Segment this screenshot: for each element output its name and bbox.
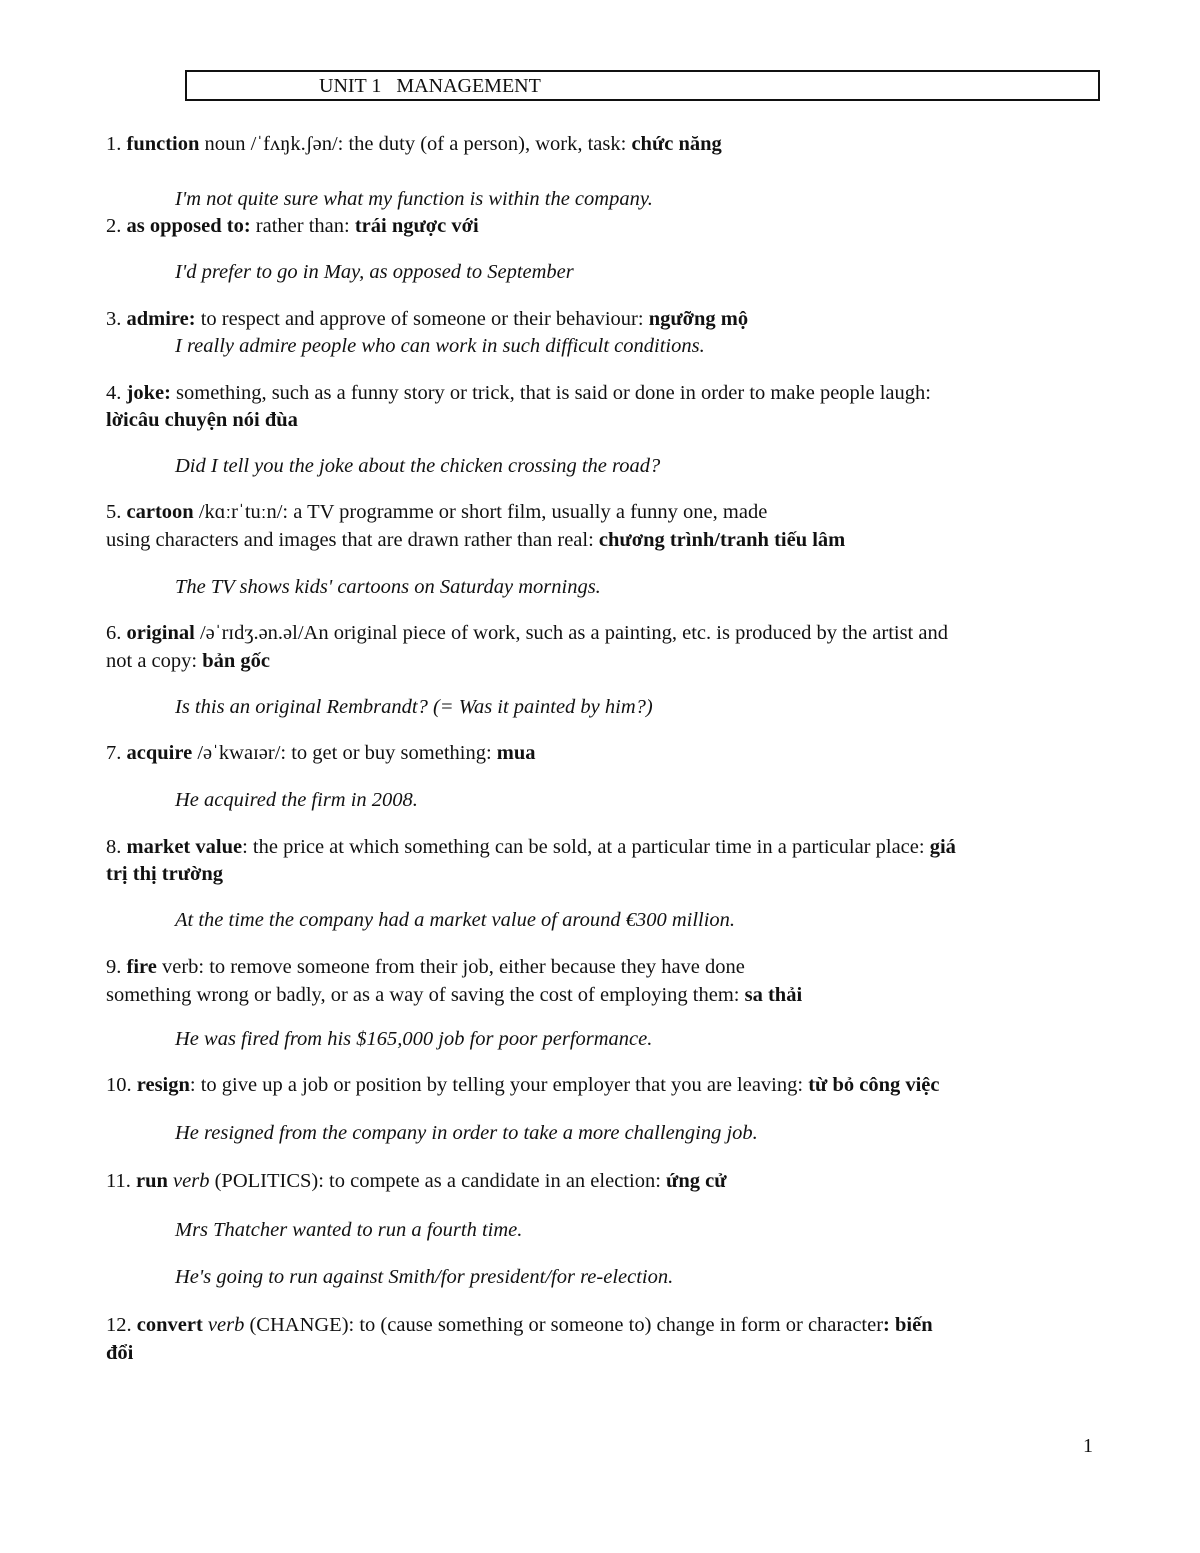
entry-11-pos: verb [173,1170,210,1192]
entry-12-translation: biến [895,1314,933,1336]
entry-5-definition-cont: using characters and images that are drawn rather than real: chương trình/tranh tiếu lâm [106,529,846,551]
entry-5-translation: chương trình/tranh tiếu lâm [598,529,846,551]
entry-4-definition: 4. joke: something, such as a funny story or trick, that is said or done in order to make people laugh: [106,382,931,404]
entry-4-term: joke: [126,382,171,404]
entry-10-example: He resigned from the company in order to take a more challenging job. [175,1122,758,1144]
entry-6-term: original [126,622,195,644]
entry-7-term: acquire [126,742,193,764]
entry-1-example: I'm not quite sure what my function is within the company. [175,188,653,210]
entry-12-definition: 12. convert verb (CHANGE): to (cause something or someone to) change in form or character: biến [106,1314,933,1336]
entry-6-definition-cont: not a copy: bản gốc [106,650,270,672]
entry-12-translation-cont-line [106,1340,133,1366]
entry-8-definition: 8. market value: the price at which something can be sold, at a particular time in a particular place: giá [106,836,956,858]
entry-9-definition-cont: something wrong or badly, or as a way of saving the cost of employing them: sa thải [106,984,803,1006]
entry-11-definition: 11. run verb (POLITICS): to compete as a candidate in an election: ứng cử [106,1170,727,1192]
entry-5-definition: 5. cartoon /kɑːrˈtuːn/: a TV programme or short film, usually a funny one, made [106,501,768,523]
entry-12-term: convert [136,1314,203,1336]
entry-5-term: cartoon [126,501,194,523]
entry-2-definition: 2. as opposed to: rather than: trái ngược với [106,215,479,237]
entry-11-example-1: Mrs Thatcher wanted to run a fourth time. [175,1219,523,1241]
entry-10-definition: 10. resign: to give up a job or position by telling your employer that you are leaving: từ bỏ công việc [106,1074,940,1096]
entry-6-translation: bản gốc [202,650,270,672]
entry-2-translation: trái ngược với [354,215,479,237]
entry-7-example: He acquired the firm in 2008. [175,789,418,811]
entry-9-example: He was fired from his $165,000 job for poor performance. [175,1028,653,1050]
unit-title: UNIT 1 MANAGEMENT [319,75,541,97]
entry-10-translation: từ bỏ công việc [808,1074,940,1096]
entry-12-translation-cont: đổi [106,1342,134,1364]
page-number: 1 [1083,1435,1093,1457]
entry-4-translation: lờicâu chuyện nói đùa [106,409,298,431]
entry-8-translation: giá [929,836,956,858]
unit-title-box [185,70,1100,101]
entry-1-term: function [126,133,200,155]
entry-11-translation: ứng cử [666,1170,727,1192]
entry-9-term: fire [126,956,157,978]
entry-3-example: I really admire people who can work in such difficult conditions. [175,335,705,357]
entry-1-definition: 1. function noun /ˈfʌŋk.ʃən/: the duty (of a person), work, task: chức năng [106,133,722,155]
entry-6-definition: 6. original /əˈrɪdʒ.ən.əl/An original piece of work, such as a painting, etc. is produced by the artist and [106,622,948,644]
entry-9-definition: 9. fire verb: to remove someone from their job, either because they have done [106,956,745,978]
entry-4-translation-line [106,407,298,433]
entry-2-example: I'd prefer to go in May, as opposed to September [175,261,574,283]
entry-8-example: At the time the company had a market value of around €300 million. [175,909,736,931]
entry-8-term: market value [126,836,243,858]
entry-1-translation: chức năng [631,133,722,155]
entry-8-translation-cont: trị thị trường [106,863,224,885]
entry-8-translation-cont-line [106,861,223,887]
entry-9-translation: sa thải [744,984,803,1006]
entry-4-example: Did I tell you the joke about the chicken crossing the road? [175,455,661,477]
entry-10-term: resign [136,1074,190,1096]
entry-12-pos: verb [207,1314,245,1336]
entry-7-definition: 7. acquire /əˈkwaɪər/: to get or buy something: mua [106,742,536,764]
entry-11-term: run [136,1170,168,1192]
entry-3-definition: 3. admire: to respect and approve of someone or their behaviour: ngưỡng mộ [106,308,749,330]
entry-7-translation: mua [496,742,536,764]
entry-6-example: Is this an original Rembrandt? (= Was it painted by him?) [175,696,653,718]
entry-5-example: The TV shows kids' cartoons on Saturday mornings. [175,576,601,598]
entry-3-term: admire: [126,308,196,330]
entry-3-translation: ngưỡng mộ [648,308,749,330]
entry-11-example-2: He's going to run against Smith/for president/for re-election. [175,1266,674,1288]
entry-2-term: as opposed to: [126,215,251,237]
